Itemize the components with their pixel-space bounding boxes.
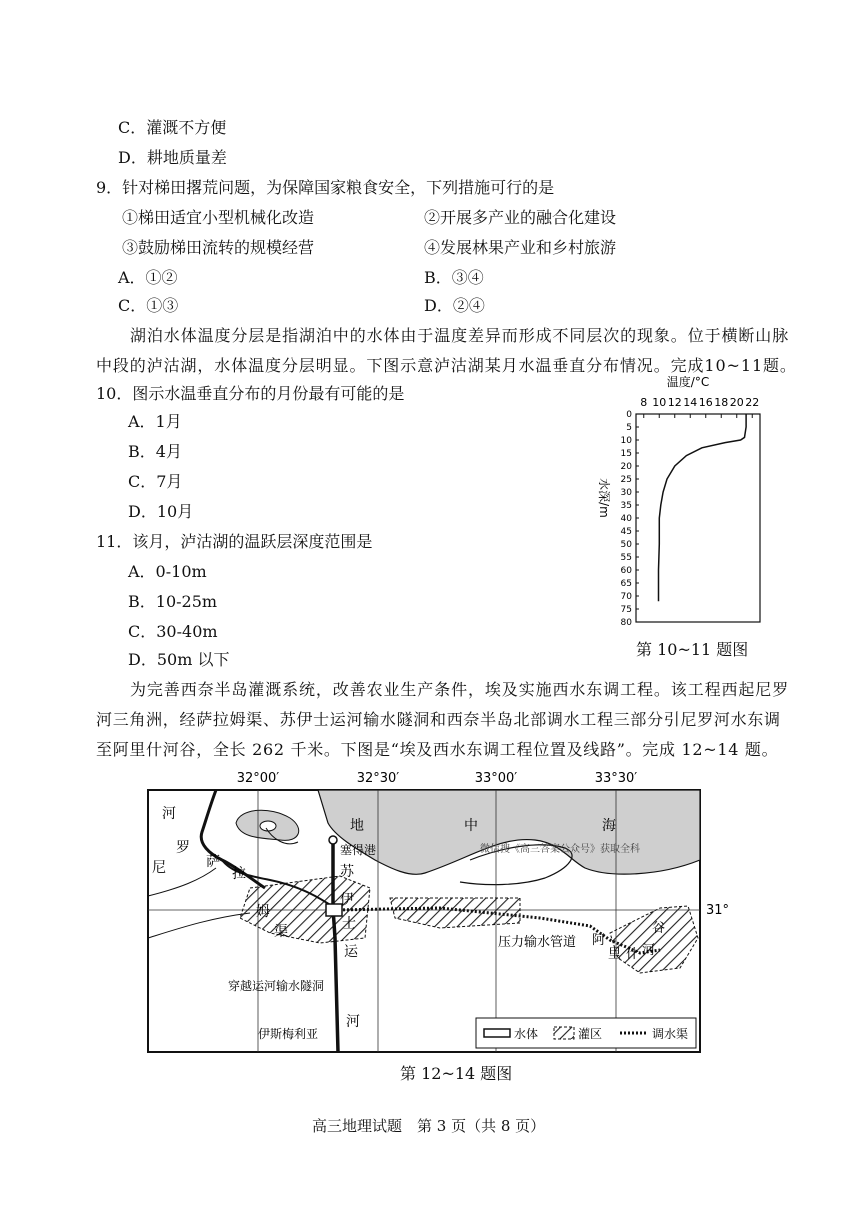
arish-label-4: 河 bbox=[642, 943, 656, 958]
page-footer: 高三地理试题 第 3 页（共 8 页） bbox=[312, 1117, 546, 1135]
arish-label-5: 谷 bbox=[652, 921, 666, 936]
y-tick-label: 75 bbox=[620, 605, 632, 615]
x-tick-label: 16 bbox=[698, 396, 713, 409]
q9-option-c: C．①③ bbox=[118, 296, 179, 315]
suez-label-2: 伊 bbox=[340, 892, 354, 908]
y-tick-label: 45 bbox=[620, 527, 632, 537]
intro-10-11-line-2: 中段的泸沽湖，水体温度分层明显。下图示意泸沽湖某月水温垂直分布情况。完成10~11题。 bbox=[96, 356, 797, 375]
lon-33-00-label: 33°00′ bbox=[474, 771, 518, 786]
y-tick-label: 35 bbox=[620, 501, 632, 511]
arish-label-3: 什 bbox=[626, 947, 640, 962]
suez-label-1: 苏 bbox=[340, 864, 354, 880]
x-tick-label: 22 bbox=[745, 396, 760, 409]
nile-label-1: 河 bbox=[162, 806, 176, 822]
y-tick-label: 55 bbox=[620, 553, 632, 563]
q10-option-a: A．1月 bbox=[128, 412, 182, 431]
legend-irrigation-swatch bbox=[554, 1027, 574, 1039]
q9-option-b: B．③④ bbox=[424, 268, 484, 287]
pipeline-label: 压力输水管道 bbox=[498, 935, 577, 950]
chart-plot-area bbox=[636, 414, 760, 622]
q11-option-b: B．10-25m bbox=[128, 592, 218, 611]
x-tick-label: 10 bbox=[652, 396, 667, 409]
q11-option-c: C．30-40m bbox=[128, 622, 218, 641]
x-tick-label: 18 bbox=[714, 396, 729, 409]
intro-12-14-line-2: 河三角洲，经萨拉姆渠、苏伊士运河输水隧洞和西奈半岛北部调水工程三部分引尼罗河水东调 bbox=[96, 710, 781, 729]
intro-12-14-line-3: 至阿里什河谷，全长 262 千米。下图是“埃及西水东调工程位置及线路”。完成 12~14 题。 bbox=[96, 740, 779, 759]
chart-caption: 第 10~11 题图 bbox=[636, 640, 749, 659]
legend-canal-label: 调水渠 bbox=[652, 1027, 689, 1041]
suez-label-4: 运 bbox=[344, 944, 358, 960]
salam-label-4: 渠 bbox=[274, 924, 288, 940]
legend-irrigation-label: 灌区 bbox=[578, 1027, 603, 1041]
lon-32-30-label: 32°30′ bbox=[356, 771, 400, 786]
y-tick-label: 70 bbox=[620, 592, 632, 602]
q9-item-3: ③鼓励梯田流转的规模经营 bbox=[122, 238, 315, 257]
sea-label-2: 中 bbox=[464, 818, 478, 834]
q10-stem: 10．图示水温垂直分布的月份最有可能的是 bbox=[96, 384, 405, 403]
watermark: 微信搜《高三答案公众号》获取全科 bbox=[480, 844, 640, 855]
egypt-water-transfer-map bbox=[140, 768, 740, 1058]
map-caption: 第 12~14 题图 bbox=[400, 1064, 513, 1083]
y-tick-label: 10 bbox=[620, 436, 632, 446]
y-tick-label: 80 bbox=[620, 618, 632, 628]
y-tick-label: 0 bbox=[626, 410, 632, 420]
salam-label-1: 萨 bbox=[206, 854, 220, 870]
nile-label-2: 罗 bbox=[176, 840, 190, 856]
q9-option-d: D．②④ bbox=[424, 296, 485, 315]
lon-32-00-label: 32°00′ bbox=[236, 771, 280, 786]
lon-33-30-label: 33°30′ bbox=[594, 771, 638, 786]
ismailia-label: 伊斯梅利亚 bbox=[258, 1027, 319, 1041]
x-tick-label: 12 bbox=[667, 396, 682, 409]
q11-option-a: A．0-10m bbox=[128, 562, 207, 581]
y-axis-label: 水深/m bbox=[597, 478, 611, 518]
salam-label-3: 姆 bbox=[256, 904, 270, 920]
sea-label-1: 地 bbox=[350, 818, 364, 834]
suez-label-5: 河 bbox=[346, 1014, 360, 1030]
intro-12-14-line-1: 为完善西奈半岛灌溉系统，改善农业生产条件，埃及实施西水东调工程。该工程西起尼罗 bbox=[130, 680, 790, 699]
arish-label-1: 阿 bbox=[592, 933, 606, 948]
y-tick-label: 20 bbox=[620, 462, 632, 472]
chart-title: 温度/°C bbox=[666, 376, 710, 389]
y-tick-label: 60 bbox=[620, 566, 632, 576]
legend-water-label: 水体 bbox=[514, 1027, 539, 1041]
legend-water-swatch bbox=[484, 1029, 510, 1037]
y-tick-label: 30 bbox=[620, 488, 632, 498]
y-tick-label: 50 bbox=[620, 540, 632, 550]
y-tick-label: 25 bbox=[620, 475, 632, 485]
q9-item-4: ④发展林果产业和乡村旅游 bbox=[424, 238, 617, 257]
q9-stem: 9．针对梯田撂荒问题，为保障国家粮食安全，下列措施可行的是 bbox=[96, 178, 555, 197]
y-tick-label: 15 bbox=[620, 449, 632, 459]
water-temperature-chart bbox=[580, 376, 770, 634]
sea-label-3: 海 bbox=[602, 818, 616, 834]
arish-label-2: 里 bbox=[608, 947, 622, 962]
q9-item-1: ①梯田适宜小型机械化改造 bbox=[122, 208, 315, 227]
q11-stem: 11．该月，泸沽湖的温跃层深度范围是 bbox=[96, 532, 373, 551]
q8-option-c: C．灌溉不方便 bbox=[118, 118, 227, 137]
x-tick-label: 14 bbox=[683, 396, 698, 409]
q9-item-2: ②开展多产业的融合化建设 bbox=[424, 208, 617, 227]
x-tick-label: 8 bbox=[640, 396, 648, 409]
port-said-marker bbox=[329, 836, 337, 844]
q8-option-d: D．耕地质量差 bbox=[118, 148, 227, 167]
y-tick-label: 40 bbox=[620, 514, 632, 524]
y-tick-label: 65 bbox=[620, 579, 632, 589]
lagoon-islet-1 bbox=[260, 821, 276, 831]
q10-option-b: B．4月 bbox=[128, 442, 182, 461]
intro-10-11-line-1: 湖泊水体温度分层是指湖泊中的水体由于温度差异而形成不同层次的现象。位于横断山脉 bbox=[130, 326, 790, 345]
suez-label-3: 士 bbox=[342, 916, 356, 932]
nile-label-3: 尼 bbox=[152, 860, 166, 876]
q11-option-d: D．50m 以下 bbox=[128, 650, 230, 669]
x-tick-label: 20 bbox=[729, 396, 744, 409]
port-said-label: 塞得港 bbox=[340, 843, 377, 857]
salam-label-2: 拉 bbox=[232, 866, 246, 882]
q10-option-d: D．10月 bbox=[128, 502, 194, 521]
q9-option-a: A．①② bbox=[118, 268, 178, 287]
q10-option-c: C．7月 bbox=[128, 472, 183, 491]
lat-31-label: 31° bbox=[706, 903, 730, 918]
y-tick-label: 5 bbox=[626, 423, 632, 433]
tunnel-label: 穿越运河输水隧洞 bbox=[228, 979, 325, 993]
